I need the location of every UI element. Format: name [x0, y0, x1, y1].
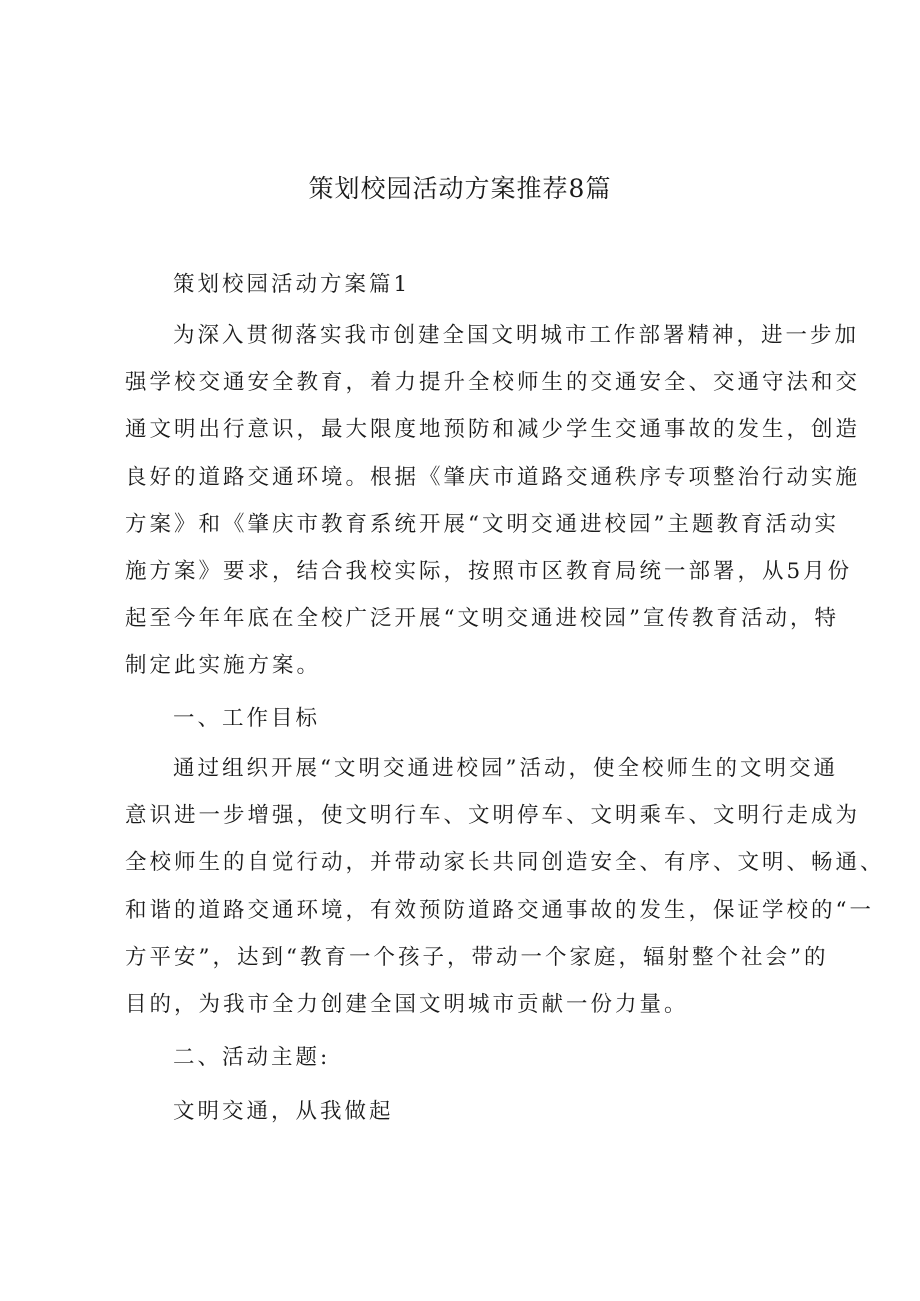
paragraph-line: 通过组织开展“文明交通进校园”活动，使全校师生的文明交通 — [173, 756, 838, 781]
goals-paragraph — [125, 745, 885, 1028]
paragraph-line: 全校师生的自觉行动，并带动家长共同创造安全、有序、文明、畅通、 — [125, 850, 885, 876]
paragraph-line: 通文明出行意识，最大限度地预防和减少学生交通事故的发生，创造 — [125, 417, 861, 443]
paragraph-line: 方案》和《肇庆市教育系统开展“文明交通进校园”主题教育活动实 — [125, 511, 839, 537]
theme-text: 文明交通，从我做起 — [173, 1099, 394, 1124]
paragraph-line: 良好的道路交通环境。根据《肇庆市道路交通秩序专项整治行动实施 — [125, 464, 861, 490]
section-title: 策划校园活动方案篇1 — [173, 272, 411, 297]
paragraph-line: 目的，为我市全力创建全国文明城市贡献一份力量。 — [125, 992, 689, 1018]
paragraph-line: 施方案》要求，结合我校实际，按照市区教育局统一部署，从5月份 — [125, 559, 853, 585]
paragraph-line: 意识进一步增强，使文明行车、文明停车、文明乘车、文明行走成为 — [125, 803, 861, 829]
document-title: 策划校园活动方案推荐8篇 — [308, 174, 612, 203]
paragraph-line: 起至今年年底在全校广泛开展“文明交通进校园”宣传教育活动，特 — [125, 606, 839, 632]
paragraph-line: 和谐的道路交通环境，有效预防道路交通事故的发生，保证学校的“一 — [125, 897, 874, 923]
paragraph-line: 制定此实施方案。 — [125, 653, 322, 679]
heading-work-goals: 一、工作目标 — [173, 706, 321, 731]
paragraph-line: 方平安”，达到“教育一个孩子，带动一个家庭，辐射整个社会”的 — [125, 944, 829, 970]
paragraph-line: 为深入贯彻落实我市创建全国文明城市工作部署精神，进一步加 — [173, 323, 860, 348]
intro-paragraph — [125, 312, 861, 690]
paragraph-line: 强学校交通安全教育，着力提升全校师生的交通安全、交通守法和交 — [125, 370, 861, 396]
heading-activity-theme: 二、活动主题: — [173, 1045, 331, 1070]
